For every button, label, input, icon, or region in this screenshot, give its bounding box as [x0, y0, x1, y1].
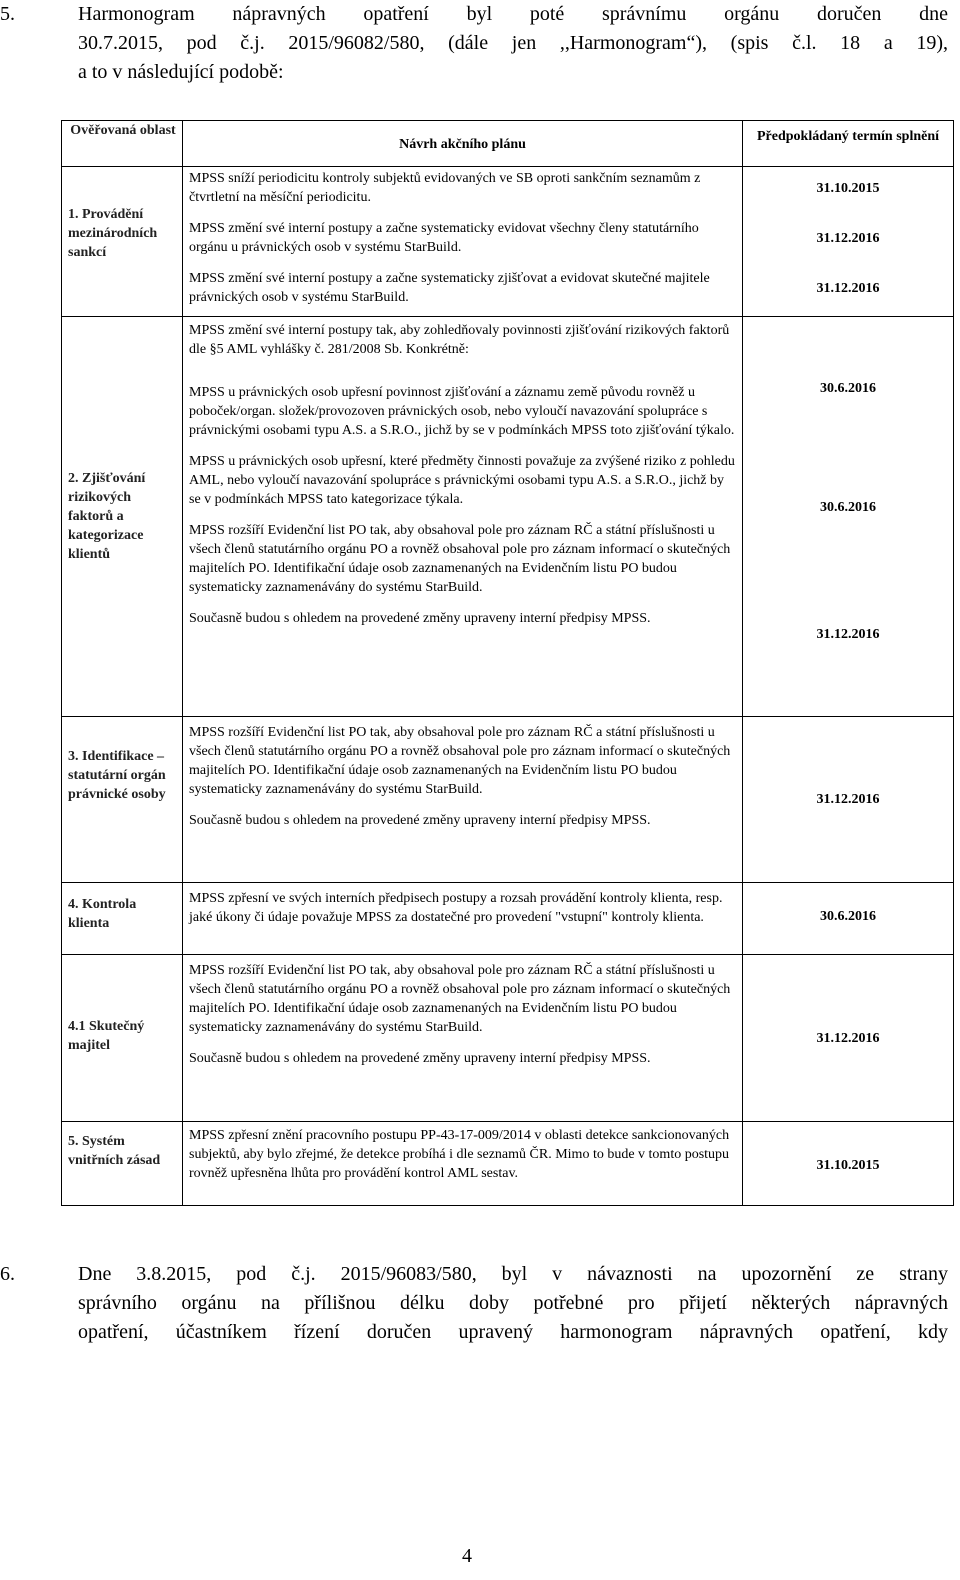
deadline-date: 31.12.2016	[816, 231, 880, 246]
paragraph-line: opatření, účastníkem řízení doručen upravený harmonogram nápravných opatření, kdy	[78, 1321, 948, 1343]
paragraph-line: Harmonogram nápravných opatření byl poté správnímu orgánu doručen dne	[78, 3, 948, 25]
area-cell: 4. Kontrola klienta	[62, 883, 183, 955]
table-row	[62, 317, 954, 717]
paragraph-line: 30.7.2015, pod č.j. 2015/96082/580, (dále jen ,,Harmonogram“), (spis č.l. 18 a 19),	[78, 32, 948, 54]
deadline-date: 31.10.2015	[816, 1158, 880, 1173]
action-text: MPSS rozšíří Evidenční list PO tak, aby obsahoval pole pro záznam RČ a státní příslušnosti u všech členů statutárního orgánu PO a rovněž obsahoval pole pro záznam informací o skutečných majitelích PO. Identifikační údaje osob zaznamenaných na Evidenčním listu PO budou systematicky zaznamenávány do systému StarBuild.	[189, 963, 731, 1035]
table-row	[62, 167, 954, 317]
action-cell	[183, 317, 743, 717]
paragraph-line: správního orgánu na přílišnou délku doby potřebné pro přijetí některých nápravných	[78, 1292, 948, 1314]
action-cell	[183, 955, 743, 1122]
action-cell	[183, 717, 743, 883]
area-cell: 1. Provádění mezinárodních sankcí	[62, 167, 183, 317]
action-cell	[183, 167, 743, 317]
deadline-cell	[743, 167, 954, 317]
deadline-cell	[743, 883, 954, 955]
deadline-date: 30.6.2016	[820, 381, 876, 396]
header-action: Návrh akčního plánu	[183, 121, 743, 167]
deadline-date: 31.12.2016	[816, 1031, 880, 1046]
deadline-cell	[743, 955, 954, 1122]
paragraph-line: a to v následující podobě:	[78, 61, 284, 83]
paragraph-number: 6.	[0, 1263, 15, 1285]
action-text: MPSS u právnických osob upřesní povinnost zjišťování a záznamu země původu rovněž u poboček/organ. složek/provozoven právnických osob, nebo vyloučí navazování spolupráce s právnickými osobami typu A.S. a S.R.O., jichž by se v podmínkách MPSS toto zjišťování týkalo.	[189, 385, 735, 438]
page-number: 4	[462, 1545, 472, 1567]
deadline-cell	[743, 717, 954, 883]
table-row	[62, 717, 954, 883]
deadline-date: 31.12.2016	[816, 792, 880, 807]
action-text: Současně budou s ohledem na provedené změny upraveny interní předpisy MPSS.	[189, 611, 651, 626]
action-text: MPSS u právnických osob upřesní, které předměty činnosti považuje za zvýšené riziko z pohledu AML, nebo vyloučí navazování spolupráce s právnickými osobami typu A.S. a S.R.O., jichž by se v podmínkách MPSS tato kategorizace týkala.	[189, 454, 735, 507]
table-row	[62, 955, 954, 1122]
action-text: MPSS zpřesní ve svých interních předpisech postupy a rozsah provádění kontroly klienta, resp. jaké úkony či údaje považuje MPSS za dostatečné pro provedení "vstupní" kontroly klienta.	[189, 891, 723, 925]
header-area: Ověřovaná oblast	[62, 121, 183, 167]
action-text: Současně budou s ohledem na provedené změny upraveny interní předpisy MPSS.	[189, 1051, 651, 1066]
deadline-date: 30.6.2016	[820, 909, 876, 924]
area-cell: 2. Zjišťování rizikových faktorů a kategorizace klientů	[62, 317, 183, 717]
deadline-date: 31.10.2015	[816, 181, 880, 196]
action-cell	[183, 1122, 743, 1206]
deadline-date: 30.6.2016	[820, 500, 876, 515]
action-plan-table	[61, 120, 954, 1206]
deadline-cell	[743, 1122, 954, 1206]
deadline-date: 31.12.2016	[816, 281, 880, 296]
table-row	[62, 883, 954, 955]
area-cell: 5. Systém vnitřních zásad	[62, 1122, 183, 1206]
header-deadline: Předpokládaný termín splnění	[743, 121, 954, 167]
action-text: MPSS změní své interní postupy tak, aby zohledňovaly povinnosti zjišťování rizikových faktorů dle §5 AML vyhlášky č. 281/2008 Sb. Konkrétně:	[189, 323, 730, 357]
area-cell: 4.1 Skutečný majitel	[62, 955, 183, 1122]
area-cell: 3. Identifikace – statutární orgán právnické osoby	[62, 717, 183, 883]
action-text: MPSS změní své interní postupy a začne systematicky evidovat všechny členy statutárního orgánu u právnických osob v systému StarBuild.	[189, 221, 699, 255]
table-row	[62, 1122, 954, 1206]
action-cell	[183, 883, 743, 955]
paragraph-number: 5.	[0, 3, 15, 25]
action-text: MPSS zpřesní znění pracovního postupu PP-43-17-009/2014 v oblasti detekce sankcionovaných subjektů, aby bylo zřejmé, že detekce probíhá i dle seznamů ČR. Mimo to bude v tomto postupu rovněž upřesněna lhůta pro provádění kontrol AML sestav.	[189, 1128, 730, 1181]
action-text: MPSS sníží periodicitu kontroly subjektů evidovaných ve SB oproti sankčním seznamům z čtvrtletní na měsíční periodicitu.	[189, 171, 701, 205]
action-text: MPSS změní své interní postupy a začne systematicky zjišťovat a evidovat skutečné majitele právnických osob v systému StarBuild.	[189, 271, 710, 305]
action-text: MPSS rozšíří Evidenční list PO tak, aby obsahoval pole pro záznam RČ a státní příslušnosti u všech členů statutárního orgánu PO a rovněž obsahoval pole pro záznam informací o skutečných majitelích PO. Identifikační údaje osob zaznamenaných na Evidenčním listu PO budou systematicky zaznamenávány do systému StarBuild.	[189, 725, 731, 797]
deadline-cell	[743, 317, 954, 717]
action-text: Současně budou s ohledem na provedené změny upraveny interní předpisy MPSS.	[189, 813, 651, 828]
table-header-row	[62, 121, 954, 167]
deadline-date: 31.12.2016	[816, 627, 880, 642]
action-text: MPSS rozšíří Evidenční list PO tak, aby obsahoval pole pro záznam RČ a státní příslušnosti u všech členů statutárního orgánu PO a rovněž obsahoval pole pro záznam informací o skutečných majitelích PO. Identifikační údaje osob zaznamenaných na Evidenčním listu PO budou systematicky zaznamenávány do systému StarBuild.	[189, 523, 731, 595]
paragraph-line: Dne 3.8.2015, pod č.j. 2015/96083/580, byl v návaznosti na upozornění ze strany	[78, 1263, 948, 1285]
